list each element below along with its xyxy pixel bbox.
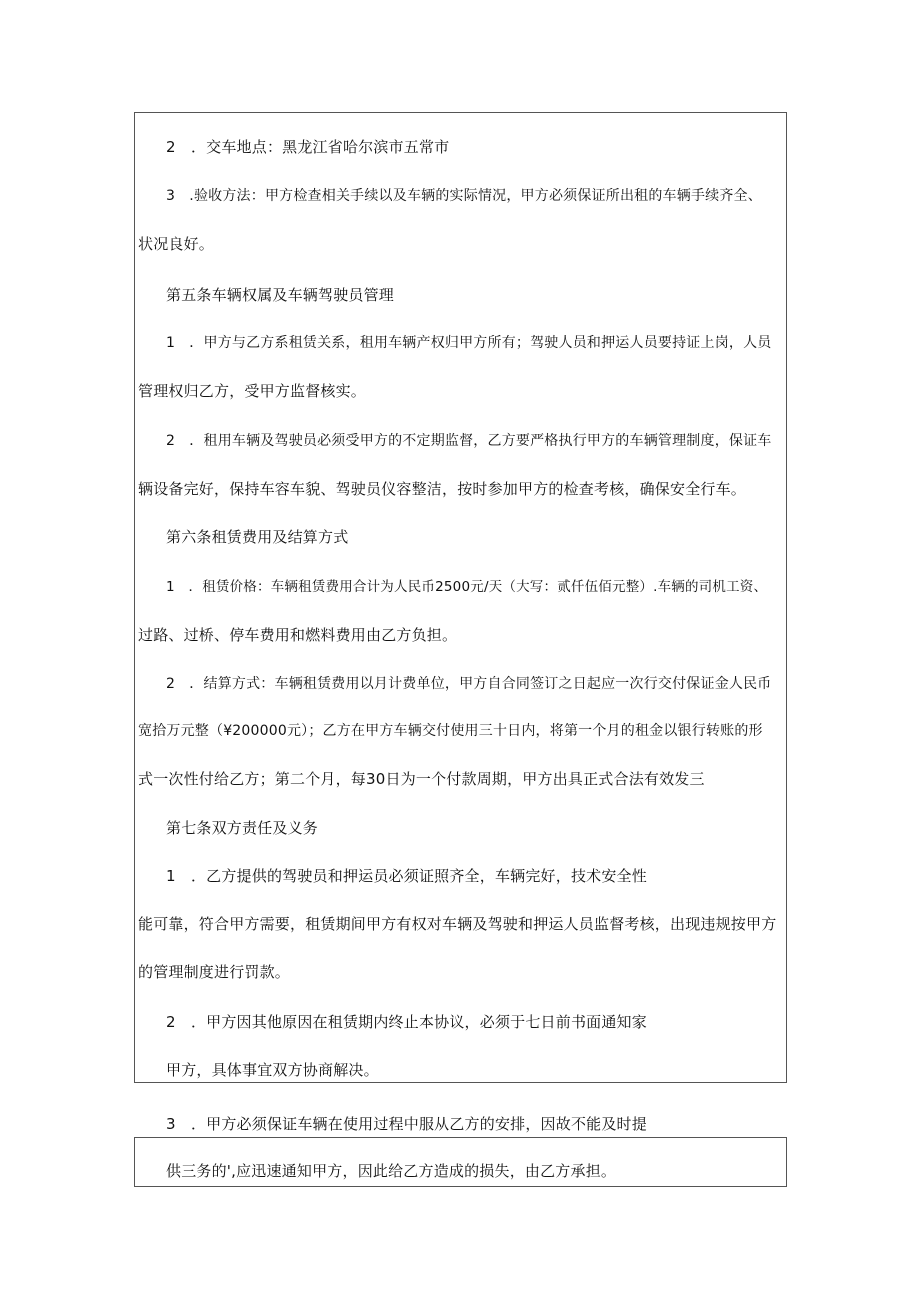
clause-4-item-3: 3 .验收方法：甲方检查相关手续以及车辆的实际情况，甲方必须保证所出租的车辆手续齐全、 [166,188,762,204]
clause-7-item-3-cont: 供三务的',应迅速通知甲方，因此给乙方造成的损失，由乙方承担。 [166,1162,617,1180]
clause-6-item-2-cont-a: 宽拾万元整（¥200000元）；乙方在甲方车辆交付使用三十日内，将第一个月的租金以银行转账的形 [138,723,763,739]
clause-5-item-1-cont: 管理权归乙方，受甲方监督核实。 [138,382,367,400]
clause-5-item-1: 1 ．甲方与乙方系租赁关系，租用车辆产权归甲方所有；驾驶人员和押运人员要持证上岗，人员 [166,335,772,351]
clause-6-item-2-cont-b: 式一次性付给乙方；第二个月，每30日为一个付款周期，甲方出具正式合法有效发三 [138,770,705,788]
clause-6-heading: 第六条租赁费用及结算方式 [166,528,349,546]
clause-6-item-2: 2 ．结算方式：车辆租赁费用以月计费单位，甲方自合同签订之日起应一次行交付保证金人民币 [166,676,772,692]
clause-6-item-1: 1 ．租赁价格：车辆租赁费用合计为人民币2500元/天（大写：贰仟伍佰元整）.车辆的司机工资、 [166,579,768,595]
clause-7-item-1: 1 ．乙方提供的驾驶员和押运员必须证照齐全，车辆完好，技术安全性 [166,867,647,885]
contract-frame-top [134,112,787,1083]
clause-5-heading: 第五条车辆权属及车辆驾驶员管理 [166,286,395,304]
clause-7-item-2-cont: 甲方，具体事宜双方协商解决。 [166,1061,379,1079]
clause-7-item-1-cont-b: 的管理制度进行罚款。 [138,963,291,981]
clause-7-heading: 第七条双方责任及义务 [166,819,319,837]
clause-4-item-2: 2 ．交车地点：黑龙江省哈尔滨市五常市 [166,138,450,156]
clause-5-item-2-cont: 辆设备完好，保持车容车貌、驾驶员仪容整洁，按时参加甲方的检查考核，确保安全行车。 [138,480,747,498]
clause-7-item-1-cont-a: 能可靠，符合甲方需要，租赁期间甲方有权对车辆及驾驶和押运人员监督考核，出现违规按甲方 [138,915,777,933]
clause-6-item-1-cont: 过路、过桥、停车费用和燃料费用由乙方负担。 [138,626,458,644]
clause-4-item-3-cont: 状况良好。 [138,235,215,253]
clause-7-item-2: 2 ．甲方因其他原因在租赁期内终止本协议，必须于七日前书面通知家 [166,1013,647,1031]
clause-7-item-3: 3 ．甲方必须保证车辆在使用过程中服从乙方的安排，因故不能及时提 [166,1115,647,1133]
clause-5-item-2: 2 ．租用车辆及驾驶员必须受甲方的不定期监督，乙方要严格执行甲方的车辆管理制度，保证车 [166,433,772,449]
